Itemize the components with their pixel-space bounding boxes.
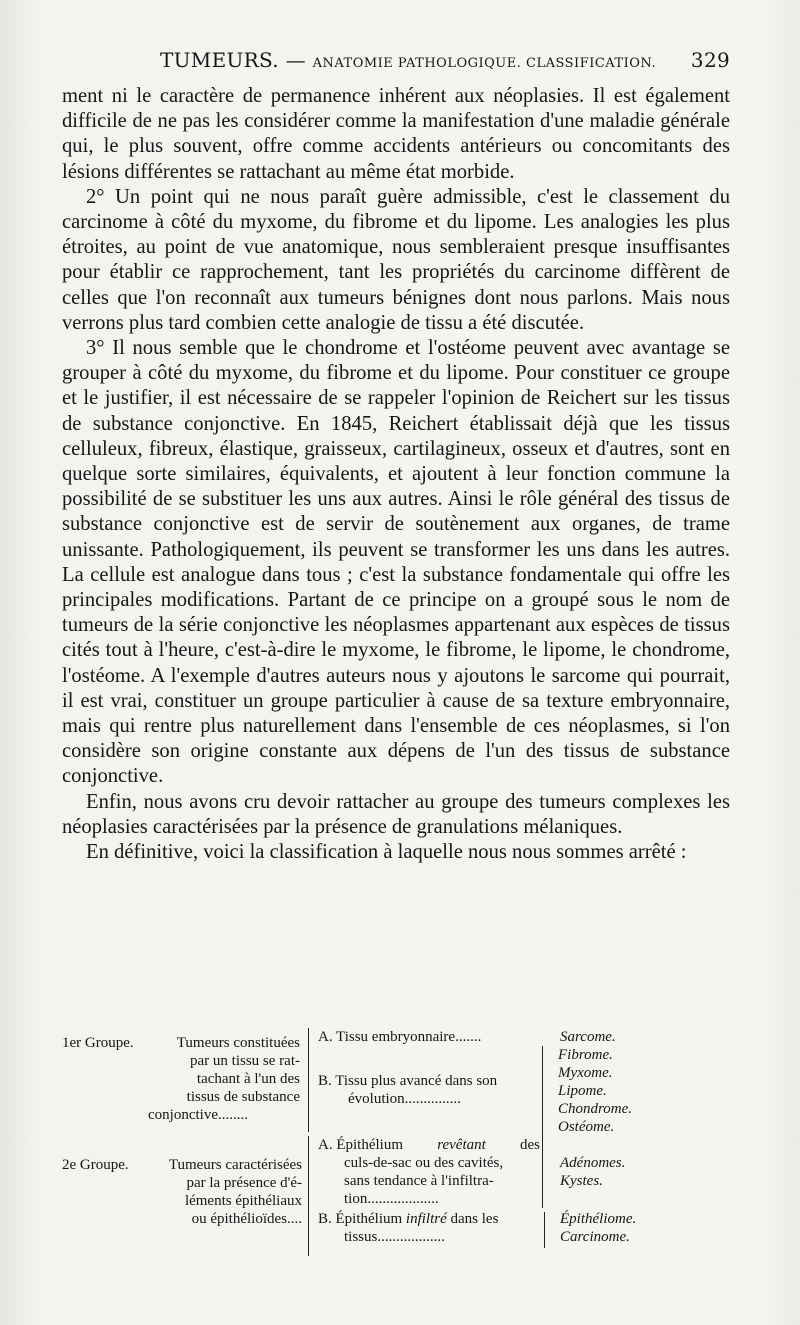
- group1-desc-line: tissus de substance: [186, 1089, 300, 1105]
- group2-a-line: tion...................: [344, 1191, 439, 1207]
- group2-desc-line: par la présence d'é-: [186, 1175, 302, 1191]
- group1-b-line: B. Tissu plus avancé dans son: [318, 1073, 498, 1089]
- group1-b-line: évolution...............: [348, 1091, 461, 1107]
- result-item: Épithéliome.: [560, 1211, 637, 1227]
- group2-b-line: tissus..................: [344, 1229, 445, 1245]
- group2-a-line: culs-de-sac ou des cavités,: [344, 1155, 504, 1171]
- group1-brace: [304, 1028, 309, 1132]
- result-item: Lipome.: [558, 1083, 607, 1099]
- group2-a-line: A. Épithélium: [318, 1137, 403, 1153]
- group2-b-text: [318, 1210, 540, 1246]
- group2-b-results-brace: [544, 1212, 545, 1248]
- paragraph-1: ment ni le caractère de permanence inhérent aux néoplasies. Il est également difficile de ne pas les considérer comme la manifestation d'une maladie générale qui, le plus souvent, offre comme accidents antérieurs ou concomitants des lésions différentes se rattachant au même état morbide.: [62, 85, 730, 183]
- running-head: [160, 48, 656, 72]
- group1-desc-line: tachant à l'un des: [196, 1071, 300, 1087]
- group2-desc-line: léments épithéliaux: [184, 1193, 302, 1209]
- group1-b-results: [558, 1046, 632, 1136]
- group2-desc-line: ou épithélioïdes....: [191, 1211, 302, 1227]
- group2-a-results-brace: [542, 1138, 543, 1208]
- paragraph-2: 2° Un point qui ne nous paraît guère admissible, c'est le classement du carcinome à côté du myxome, du fibrome et du lipome. Les analogies les plus étroites, au point de vue anatomique, nous sembleraient presque insuffisantes pour établir ce rapprochement, tant les propriétés du carcinome diffèrent de celles que l'on reconnaît aux tumeurs bénignes dont nous parlons. Mais nous verrons plus tard combien cette analogie de tissu a été discutée.: [62, 185, 730, 334]
- running-title: TUMEURS.: [160, 48, 279, 72]
- group1-desc-line: Tumeurs constituées: [176, 1035, 300, 1051]
- group2-desc-line: Tumeurs caractérisées: [168, 1157, 302, 1173]
- group2-b-line: B. Épithélium: [318, 1211, 403, 1227]
- group1-a-result: Sarcome.: [560, 1029, 616, 1045]
- group1-results-brace: [542, 1046, 543, 1138]
- group1-label: 1er Groupe.: [62, 1035, 134, 1051]
- page-number: 329: [690, 48, 730, 72]
- group2-a-emphasis: revêtant: [437, 1137, 486, 1153]
- paragraph-3: 3° Il nous semble que le chondrome et l'ostéome peuvent avec avantage se grouper à côté du myxome, du fibrome et du lipome. Pour constituer ce groupe et le justifier, il est nécessaire de se rappeler l'opinion de Reichert sur les tissus de substance conjonctive. En 1845, Reichert établissait déjà que les tissus celluleux, fibreux, élastique, graisseux, cartilagineux, osseux et d'autres, sont en quelque sorte similaires, équivalents, et ajoutent à leur fonction commune la possibilité de se substituer les uns aux autres. Ainsi le rôle général des tissus de substance conjonctive est de servir de soutènement aux organes, de trame unissante. Pathologiquement, ils peuvent se transformer les uns dans les autres. La cellule est analogue dans tous ; c'est la substance fondamentale qui offre les principales modifications. Partant de ce principe on a groupé sous le nom de tumeurs de la série conjonctive les néoplasmes appartenant aux espèces de tissus cités tout à l'heure, c'est-à-dire le myxome, le fibrome, le lipome, le chondrome, l'ostéome. A l'exemple d'autres auteurs nous y ajoutons le sarcome qui pourrait, il est vrai, constituer un groupe particulier à cause de sa texture embryonnaire, mais qui rentre plus naturellement dans l'ensemble de ces néoplasmes, si l'on considère son origine constante aux dépens de l'un des tissus de substance conjonctive.: [62, 337, 730, 788]
- group1-b-text: [318, 1072, 536, 1108]
- result-item: Ostéome.: [558, 1119, 615, 1135]
- group2-b-line: dans les: [450, 1211, 499, 1227]
- group2-a-line: sans tendance à l'infiltra-: [344, 1173, 494, 1189]
- paragraph-4: Enfin, nous avons cru devoir rattacher au groupe des tumeurs complexes les néoplasies caractérisées par la présence de granulations mélaniques.: [62, 790, 730, 838]
- group2-description: [144, 1156, 302, 1228]
- group1-desc-line: conjonctive........: [148, 1107, 248, 1123]
- result-item: Chondrome.: [558, 1101, 633, 1117]
- paragraph-5: En définitive, voici la classification à laquelle nous nous sommes arrêté :: [86, 841, 687, 864]
- running-subtitle: ANATOMIE PATHOLOGIQUE. CLASSIFICATION.: [312, 56, 657, 71]
- group2-b-results: [560, 1210, 636, 1246]
- main-text: [62, 84, 730, 865]
- page-header: [62, 46, 730, 76]
- group2-a-line: des: [520, 1137, 540, 1153]
- group2-b-emphasis: infiltré: [405, 1211, 447, 1227]
- group2-a-results: [560, 1154, 625, 1190]
- group2-a-text: [318, 1136, 540, 1208]
- result-item: Fibrome.: [558, 1047, 613, 1063]
- group2-brace: [304, 1136, 309, 1256]
- classification-table: [60, 1026, 740, 1256]
- result-item: Carcinome.: [560, 1229, 630, 1245]
- result-item: Adénomes.: [560, 1155, 626, 1171]
- group1-desc-line: par un tissu se rat-: [190, 1053, 300, 1069]
- group1-a-line: A. Tissu embryonnaire.......: [318, 1029, 482, 1045]
- group2-label: 2e Groupe.: [62, 1157, 129, 1173]
- result-item: Myxome.: [558, 1065, 613, 1081]
- result-item: Kystes.: [560, 1173, 603, 1189]
- running-dash: —: [285, 48, 306, 72]
- group1-description: [148, 1034, 300, 1124]
